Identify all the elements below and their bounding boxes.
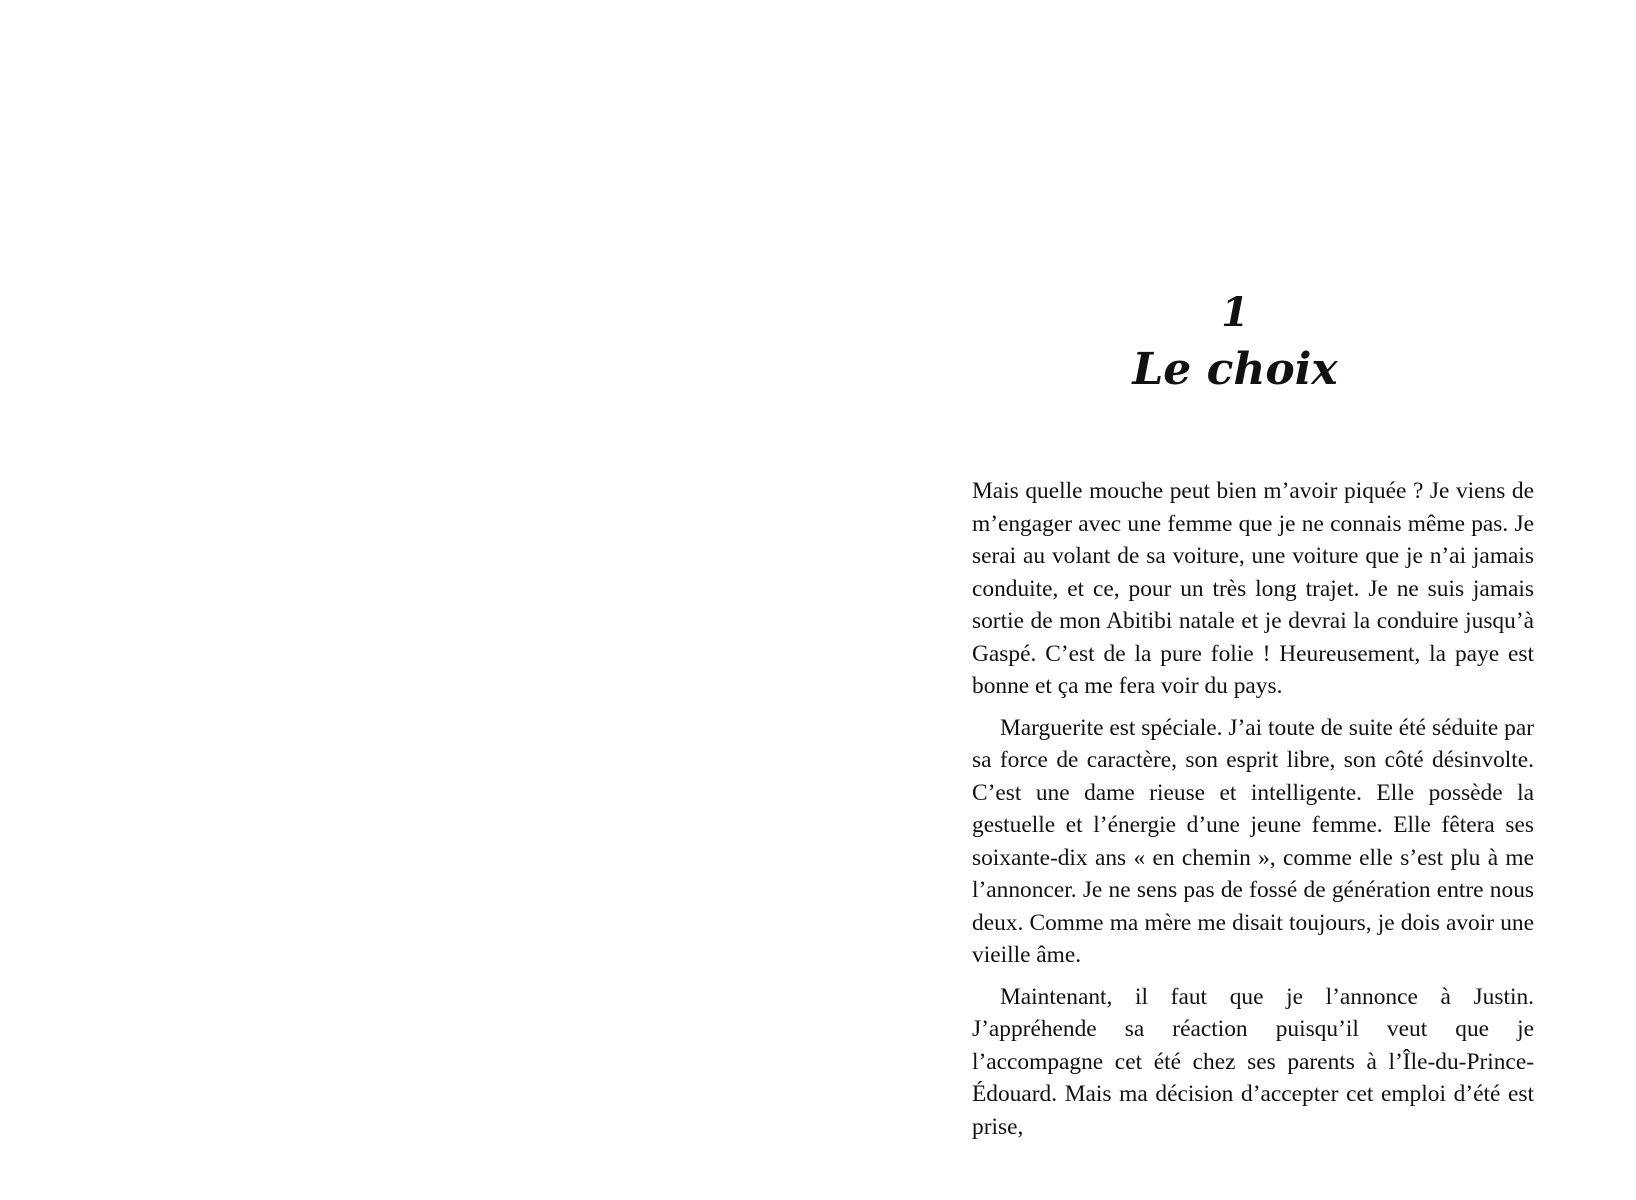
paragraph-3: Maintenant, il faut que je l’annonce à Justin. J’appréhende sa réaction puisqu’il veut que je l’accompagne cet été chez ses parents à l’Île-du-Prince-Édouard. Mais ma décision d’accepter cet emploi d’été est prise,	[972, 983, 1534, 1140]
chapter-number: 1	[1221, 289, 1249, 336]
chapter-body-text	[972, 475, 1534, 1143]
paragraph-1: Mais quelle mouche peut bien m’avoir piquée ? Je viens de m’engager avec une femme que je ne connais même pas. Je serai au volant de sa voiture, une voiture que je n’ai jamais conduite, et ce, pour un très long trajet. Je ne suis jamais sortie de mon Abitibi natale et je devrai la conduire jusqu’à Gaspé. C’est de la pure folie ! Heureusement, la paye est bonne et ça me fera voir du pays.	[972, 478, 1534, 699]
paragraph-2: Marguerite est spéciale. J’ai toute de suite été séduite par sa force de caractère, son esprit libre, son côté désinvolte. C’est une dame rieuse et intelligente. Elle possède la gestuelle et l’énergie d’une jeune femme. Elle fêtera ses soixante-dix ans « en chemin », comme elle s’est plu à me l’annoncer. Je ne sens pas de fossé de génération entre nous deux. Comme ma mère me disait toujours, je dois avoir une vieille âme.	[972, 714, 1534, 968]
chapter-title: Le choix	[1132, 344, 1338, 395]
right-page	[818, 0, 1636, 1200]
